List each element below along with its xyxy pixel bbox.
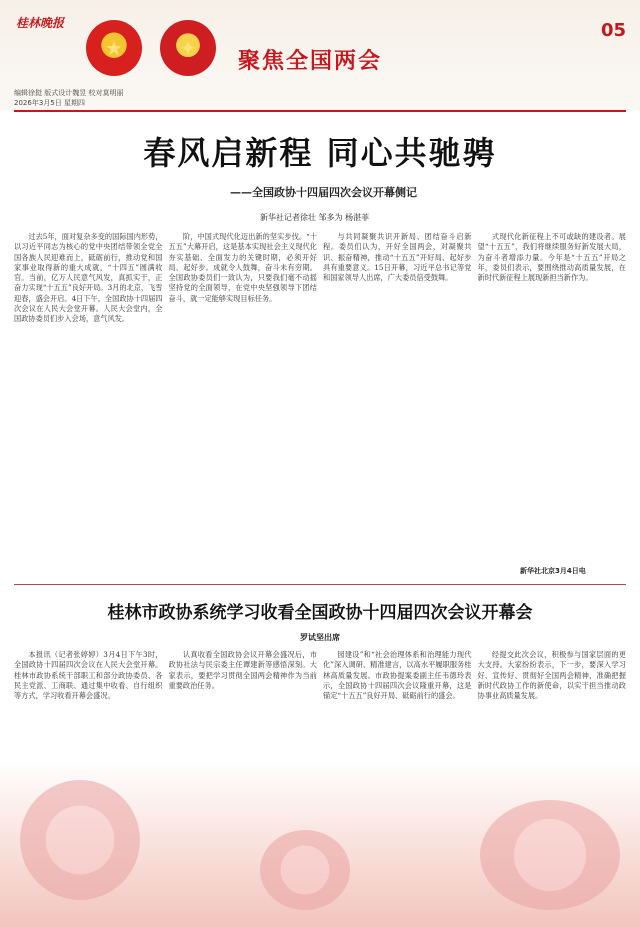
section-divider bbox=[14, 584, 626, 585]
header-rule bbox=[14, 110, 626, 112]
story1-col-3: 与共同凝聚共识开新局、团结奋斗启新程。委员们认为，开好全国两会，对凝聚共识、振奋精神，推动“十五五”开好局、起好步具有重要意义。15日开幕，习近平总书记等党和国家领导人出席，广大委员倍受鼓舞。 bbox=[323, 232, 472, 283]
story1-col-2: 阶，中国式现代化迈出新的坚实步伐。“十五五”大幕开启，这是基本实现社会主义现代化夯实基础、全面发力的关键时期，必须开好局、起好步。成就令人鼓舞，奋斗未有穷期。全国政协委员们一致认为，只要我们毫不动摇坚持党的全面领导，在党中央坚强领导下团结奋斗，就一定能够实现目标任务。 bbox=[168, 232, 317, 303]
story2-col-1: 本报讯（记者张婷婷）3月4日下午3时，全国政协十四届四次会议在人民大会堂开幕。桂林市政协系统干部职工和部分政协委员、各民主党派、工商联、通过集中收看、自行组织等方式，学习收看开幕会盛况。 bbox=[14, 650, 163, 701]
story1-subtitle: ——全国政协十四届四次会议开幕侧记 bbox=[230, 186, 417, 199]
story1-body bbox=[14, 232, 626, 576]
story2-body bbox=[14, 650, 626, 758]
blossom-decoration bbox=[480, 800, 620, 910]
blossom-decoration bbox=[260, 830, 350, 910]
story1-col-1: 过去5年，面对复杂多变的国际国内形势，以习近平同志为核心的党中央团结带领全党全国各族人民迎难而上，砥砺前行，推动党和国家事业取得新的重大成就，“十四五”圆满收官。当前，亿万人民意气风发，真抓实干，正奋力实现“十五五”良好开局。3月的北京，飞雪迎春，盛会开启。4日下午，全国政协十四届四次会议在人民大会堂开幕。人民大会堂内，全国政协委员们步入会场，意气风发。 bbox=[14, 232, 163, 324]
page-number: 05 bbox=[600, 20, 626, 41]
story2-col-4: 经提交此次会议，积极参与国家层面的更大支持。大家纷纷表示，下一步，要深入学习好、宣传好、贯彻好全国两会精神，准确把握新时代政协工作的新使命，以实干担当推动政协事业高质量发展。 bbox=[477, 650, 626, 701]
story2-col-2: 认真收看全国政协会议开幕会盛况后，市政协社法与民宗委主任谭建新等感悟深刻。大家表示，要把学习贯彻全国两会精神作为当前重要政治任务。 bbox=[168, 650, 317, 690]
story1-col-4: 式现代化新征程上不可或缺的建设者。展望“十五五”，我们将继续服务好新发展大局，为奋斗者增添力量。今年是“十五五”开局之年，委员们表示，要围绕推动高质量发展，在新时代新征程上展现新担当新作为。 bbox=[477, 232, 626, 283]
edition-info: 编辑徐挺 版式设计魏昱 校对莫明丽 2026年3月5日 星期四 bbox=[14, 89, 124, 107]
story1-byline: 新华社记者徐壮 邹多为 杨湛菲 bbox=[260, 213, 370, 222]
story2-col-3: 园建设”和“社会治理体系和治理能力现代化”深入调研、精准建言，以高水平履职服务桂林高质量发展。市政协提案委副主任韦德玲表示，全国政协十四届四次会议隆重开幕，这是锚定“十五五”良好开局、砥砺前行的盛会。 bbox=[323, 650, 472, 701]
story1-dateline: 新华社北京3月4日电 bbox=[520, 567, 586, 575]
masthead-logo: 桂林晚报 bbox=[16, 16, 65, 30]
national-emblem-icon: ★ bbox=[86, 20, 142, 76]
section-title: 聚焦全国两会 bbox=[238, 48, 383, 74]
story2-title: 桂林市政协系统学习收看全国政协十四届四次会议开幕会 bbox=[107, 603, 533, 623]
story2-subtitle: 罗试坚出席 bbox=[300, 632, 340, 642]
blossom-decoration bbox=[20, 780, 140, 900]
story1-title: 春风启新程 同心共驰骋 bbox=[143, 134, 497, 172]
cppcc-emblem-icon: ✦ bbox=[160, 20, 216, 76]
